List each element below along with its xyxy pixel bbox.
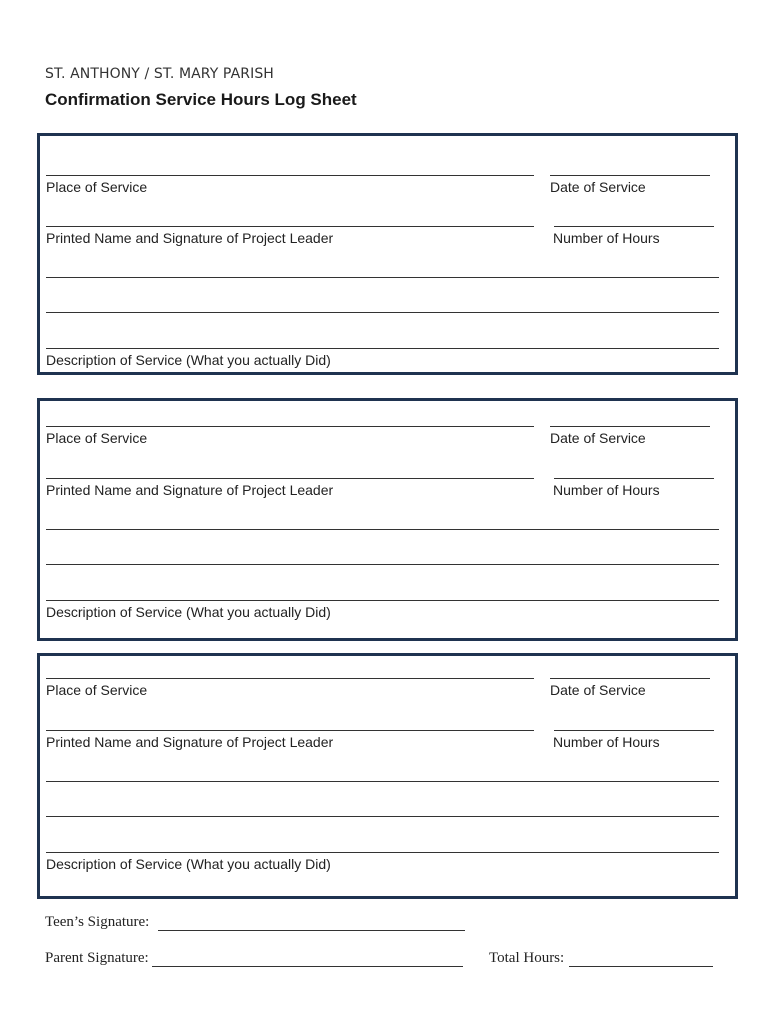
date-of-service-field[interactable] — [550, 426, 710, 427]
description-label: Description of Service (What you actually Did) — [46, 604, 331, 620]
description-line-2[interactable] — [46, 312, 719, 313]
project-leader-field[interactable] — [46, 730, 534, 731]
parish-name: ST. ANTHONY / ST. MARY PARISH — [45, 66, 274, 82]
date-of-service-label: Date of Service — [550, 430, 646, 446]
total-hours-field[interactable] — [569, 966, 713, 967]
service-entry-3 — [37, 653, 738, 899]
date-of-service-label: Date of Service — [550, 179, 646, 195]
place-of-service-label: Place of Service — [46, 179, 148, 195]
description-line-1[interactable] — [46, 277, 719, 278]
description-label: Description of Service (What you actually Did) — [46, 856, 331, 872]
parent-signature-field[interactable] — [152, 966, 463, 967]
description-line-2[interactable] — [46, 564, 719, 565]
teen-signature-label: Teen’s Signature: — [45, 914, 150, 930]
place-of-service-field[interactable] — [46, 175, 534, 176]
project-leader-label: Printed Name and Signature of Project Leader — [46, 482, 334, 498]
project-leader-label: Printed Name and Signature of Project Leader — [46, 734, 334, 750]
teen-signature-field[interactable] — [158, 930, 465, 931]
date-of-service-field[interactable] — [550, 678, 710, 679]
date-of-service-label: Date of Service — [550, 682, 646, 698]
place-of-service-label: Place of Service — [46, 682, 148, 698]
service-entry-2 — [37, 398, 738, 641]
description-line-1[interactable] — [46, 781, 719, 782]
page-title: Confirmation Service Hours Log Sheet — [45, 90, 357, 109]
project-leader-field[interactable] — [46, 226, 534, 227]
date-of-service-field[interactable] — [550, 175, 710, 176]
place-of-service-field[interactable] — [46, 426, 534, 427]
number-of-hours-field[interactable] — [554, 226, 714, 227]
description-line-3[interactable] — [46, 600, 719, 601]
number-of-hours-field[interactable] — [554, 730, 714, 731]
service-entry-1 — [37, 133, 738, 375]
number-of-hours-label: Number of Hours — [553, 230, 660, 246]
project-leader-field[interactable] — [46, 478, 534, 479]
total-hours-label: Total Hours: — [489, 950, 565, 966]
description-line-3[interactable] — [46, 852, 719, 853]
description-label: Description of Service (What you actually Did) — [46, 352, 331, 368]
parent-signature-label: Parent Signature: — [45, 950, 149, 966]
number-of-hours-field[interactable] — [554, 478, 714, 479]
description-line-3[interactable] — [46, 348, 719, 349]
number-of-hours-label: Number of Hours — [553, 734, 660, 750]
place-of-service-field[interactable] — [46, 678, 534, 679]
description-line-2[interactable] — [46, 816, 719, 817]
place-of-service-label: Place of Service — [46, 430, 148, 446]
description-line-1[interactable] — [46, 529, 719, 530]
project-leader-label: Printed Name and Signature of Project Leader — [46, 230, 334, 246]
number-of-hours-label: Number of Hours — [553, 482, 660, 498]
